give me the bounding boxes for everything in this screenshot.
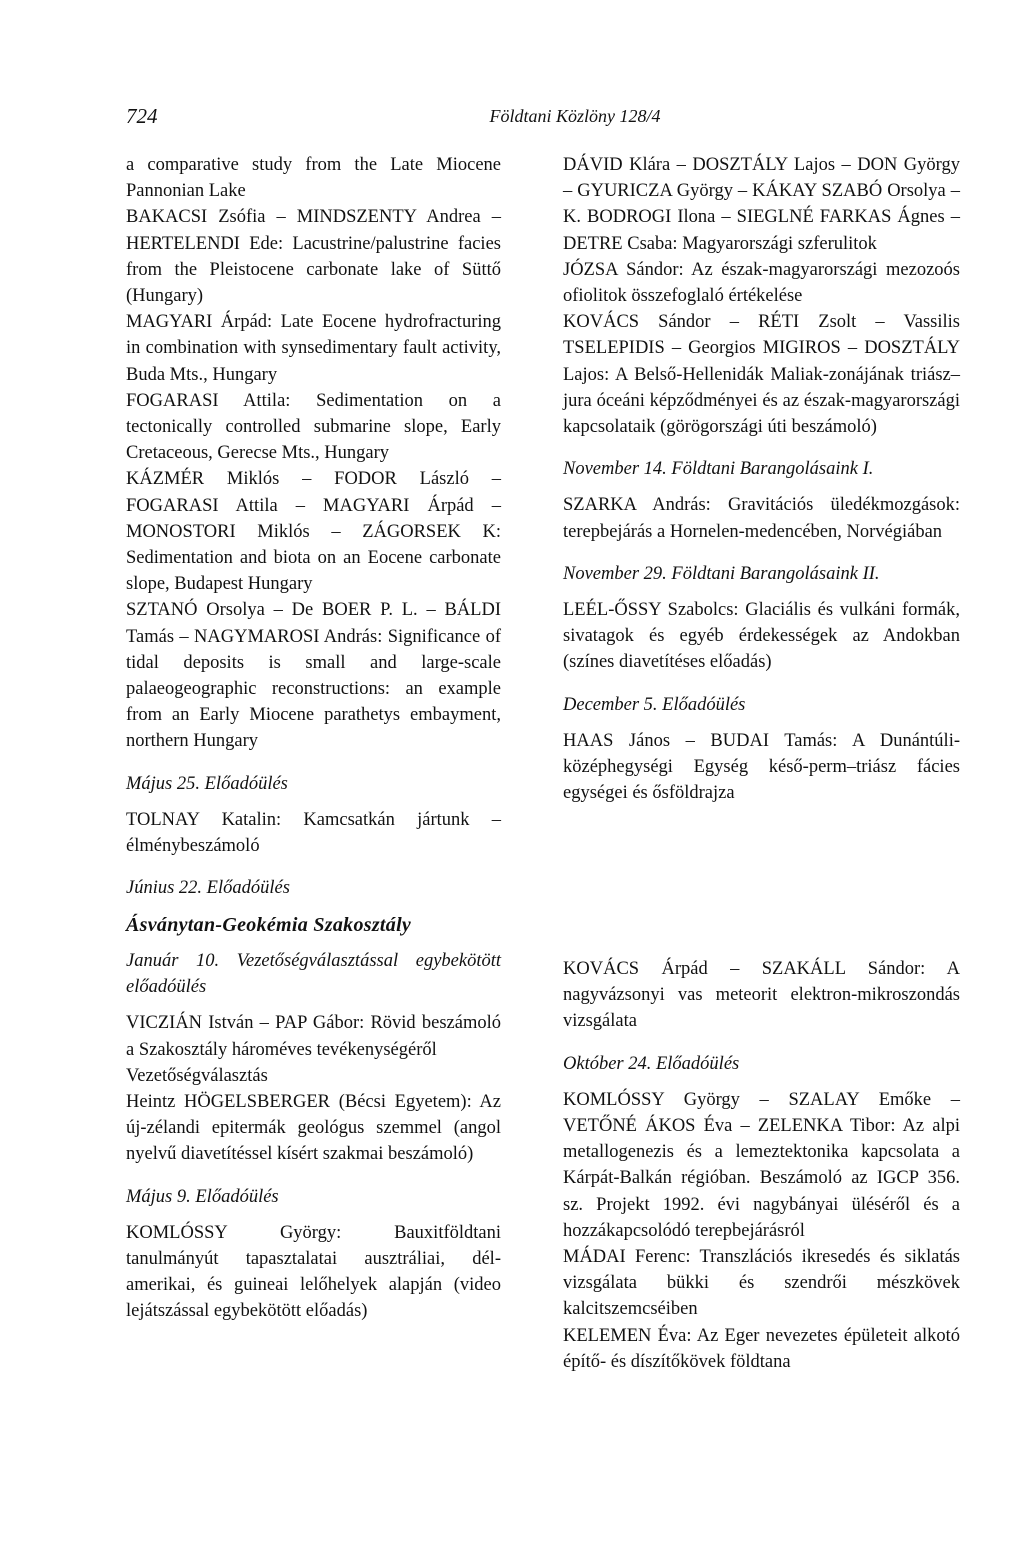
right-column-top: [563, 152, 960, 806]
lecture-entry: Vezetőségválasztás: [126, 1065, 268, 1086]
lecture-entry: VICZIÁN István – PAP Gábor: Rövid beszámoló a Szakosztály hároméves tevékenységéről: [126, 1013, 501, 1060]
lecture-entry: Heintz HÖGELSBERGER (Bécsi Egyetem): Az új-zélandi epitermák geológus szemmel (angol nyelvű diavetítéssel kísért szakmai beszámoló): [126, 1092, 501, 1165]
lecture-entry: HAAS János – BUDAI Tamás: A Dunántúli-középhegységi Egység késő-perm–triász fácies egységei és ősföldrajza: [563, 730, 960, 804]
left-column-top: [126, 152, 501, 911]
session-heading: Június 22. Előadóülés: [126, 878, 290, 899]
lecture-entry: KOMLÓSSY György: Bauxitföldtani tanulmányút tapasztalatai ausztráliai, dél-amerikai, és guineai lelőhelyek alapján (video lejátszással egybekötött előadás): [126, 1222, 501, 1322]
lecture-entry: KELEMEN Éva: Az Eger nevezetes épületeit alkotó építő- és díszítőkövek földtana: [563, 1325, 960, 1372]
session-heading: Május 9. Előadóülés: [126, 1186, 279, 1207]
lecture-entry: SZARKA András: Gravitációs üledékmozgások: terepbejárás a Hornelen-medencében, Norvégiában: [563, 495, 960, 542]
lecture-entry: TOLNAY Katalin: Kamcsatkán jártunk – élménybeszámoló: [126, 809, 501, 857]
lecture-entry: FOGARASI Attila: Sedimentation on a tectonically controlled submarine slope, Early Cretaceous, Gerecse Mts., Hungary: [126, 390, 501, 464]
lecture-entry: DÁVID Klára – DOSZTÁLY Lajos – DON György – GYURICZA György – KÁKAY SZABÓ Orsolya – K. BODROGI Ilona – SIEGLNÉ FARKAS Ágnes – DETRE Csaba: Magyarországi szferulitok: [563, 155, 960, 254]
session-heading: Január 10. Vezetőségválasztással egybekötött előadóülés: [126, 951, 501, 998]
lecture-entry: MAGYARI Árpád: Late Eocene hydrofracturing in combination with synsedimentary fault activity, Buda Mts., Hungary: [126, 312, 501, 385]
lecture-entry: BAKACSI Zsófia – MINDSZENTY Andrea – HERTELENDI Ede: Lacustrine/palustrine facies from the Pleistocene carbonate lake of Süttő (Hungary): [126, 207, 501, 307]
running-head: Földtani Közlöny 128/4: [489, 106, 661, 126]
lecture-entry: KÁZMÉR Miklós – FODOR László – FOGARASI Attila – MAGYARI Árpád – MONOSTORI Miklós – ZÁGORSEK K: Sedimentation and biota on an Eocene carbonate slope, Budapest Hungary: [126, 469, 501, 595]
lecture-entry: KOVÁCS Sándor – RÉTI Zsolt – Vassilis TSELEPIDIS – Georgios MIGIROS – DOSZTÁLY Lajos: A Belső-Hellenidák Maliak-zonájának triász–jura óceáni képződményei és az észak-magyarországi kapcsolataik (görögországi úti beszámoló): [563, 312, 960, 438]
session-heading: December 5. Előadóülés: [563, 694, 746, 715]
lecture-entry: MÁDAI Ferenc: Transzlációs ikresedés és siklatás vizsgálata bükki és szendrői mészkövek kalcitszemcséiben: [563, 1247, 960, 1320]
lecture-entry: KOMLÓSSY György – SZALAY Emőke – VETŐNÉ ÁKOS Éva – ZELENKA Tibor: Az alpi metallogenezis és a lemeztektonika kapcsolata a Kárpát-Balkán régióban. Beszámoló az IGCP 356. sz. Projekt 1992. évi nagybányai üléséről és a hozzákapcsolódó terepbejárásról: [563, 1089, 960, 1241]
lecture-entry: a comparative study from the Late Miocene Pannonian Lake: [126, 155, 501, 202]
section-title: Ásványtan-Geokémia Szakosztály: [126, 914, 412, 936]
session-heading: Október 24. Előadóülés: [563, 1053, 740, 1074]
session-heading: Május 25. Előadóülés: [126, 773, 288, 794]
session-heading: November 29. Földtani Barangolásaink II.: [563, 563, 880, 584]
session-heading: November 14. Földtani Barangolásaink I.: [563, 459, 874, 480]
lecture-entry: JÓZSA Sándor: Az észak-magyarországi mezozoós ofiolitok összefoglaló értékelése: [563, 259, 960, 307]
left-column-bottom: [126, 948, 501, 1325]
page-number: 724: [126, 104, 158, 128]
lecture-entry: KOVÁCS Árpád – SZAKÁLL Sándor: A nagyvázsonyi vas meteorit elektron-mikroszondás vizsgálata: [563, 959, 960, 1032]
lecture-entry: LEÉL-ŐSSY Szabolcs: Glaciális és vulkáni formák, sivatagok és egyéb érdekességek az Andokban (színes diavetítéses előadás): [563, 600, 960, 673]
lecture-entry: SZTANÓ Orsolya – De BOER P. L. – BÁLDI Tamás – NAGYMAROSI András: Significance of tidal deposits is small and large-scale palaeogeographic reconstructions: an example from an Early Miocene parathetys embayment, northern Hungary: [126, 600, 501, 752]
right-column-bottom: [563, 956, 960, 1375]
